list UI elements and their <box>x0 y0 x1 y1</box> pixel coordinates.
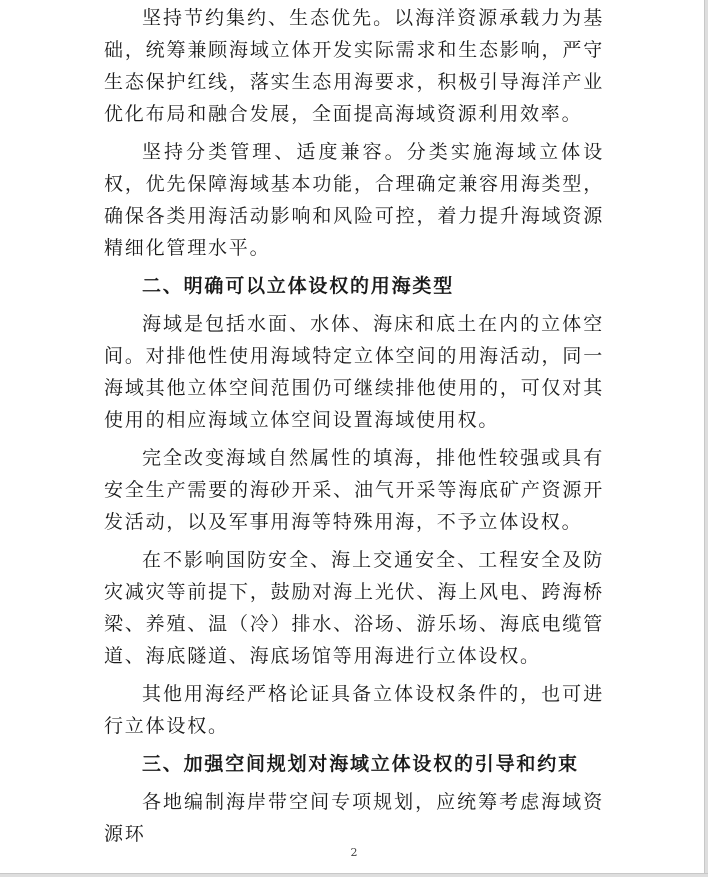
document-body <box>104 2 604 856</box>
paragraph-encouraged-uses: 在不影响国防安全、海上交通安全、工程安全及防灾减灾等前提下，鼓励对海上光伏、海上风电、跨海桥梁、养殖、温（冷）排水、浴场、游乐场、海底电缆管道、海底隧道、海底场馆等用海进行立体设权。 <box>104 549 604 667</box>
page-right-edge <box>704 0 708 877</box>
paragraph-exclusions: 完全改变海域自然属性的填海，排他性较强或具有安全生产需要的海砂开采、油气开采等海底矿产资源开发活动，以及军事用海等特殊用海，不予立体设权。 <box>104 447 604 533</box>
paragraph-other-uses: 其他用海经严格论证具备立体设权条件的，也可进行立体设权。 <box>104 683 604 737</box>
page-number: 2 <box>350 846 358 859</box>
section-heading-3: 三、加强空间规划对海域立体设权的引导和约束 <box>142 753 579 775</box>
page-bottom-edge <box>0 873 708 877</box>
paragraph-coastal-planning: 各地编制海岸带空间专项规划，应统筹考虑海域资源环 <box>104 791 604 845</box>
paragraph-sea-area-definition: 海域是包括水面、水体、海床和底土在内的立体空间。对排他性使用海域特定立体空间的用海活动，同一海域其他立体空间范围仍可继续排他使用的，可仅对其使用的相应海域立体空间设置海域使用权。 <box>104 313 604 431</box>
section-heading-2: 二、明确可以立体设权的用海类型 <box>142 275 455 297</box>
paragraph-conservation-principle: 坚持节约集约、生态优先。以海洋资源承载力为基础，统筹兼顾海域立体开发实际需求和生态影响，严守生态保护红线，落实生态用海要求，积极引导海洋产业优化布局和融合发展，全面提高海域资源利用效率。 <box>104 7 604 125</box>
paragraph-classified-management: 坚持分类管理、适度兼容。分类实施海域立体设权，优先保障海域基本功能，合理确定兼容用海类型，确保各类用海活动影响和风险可控，着力提升海域资源精细化管理水平。 <box>104 141 604 259</box>
